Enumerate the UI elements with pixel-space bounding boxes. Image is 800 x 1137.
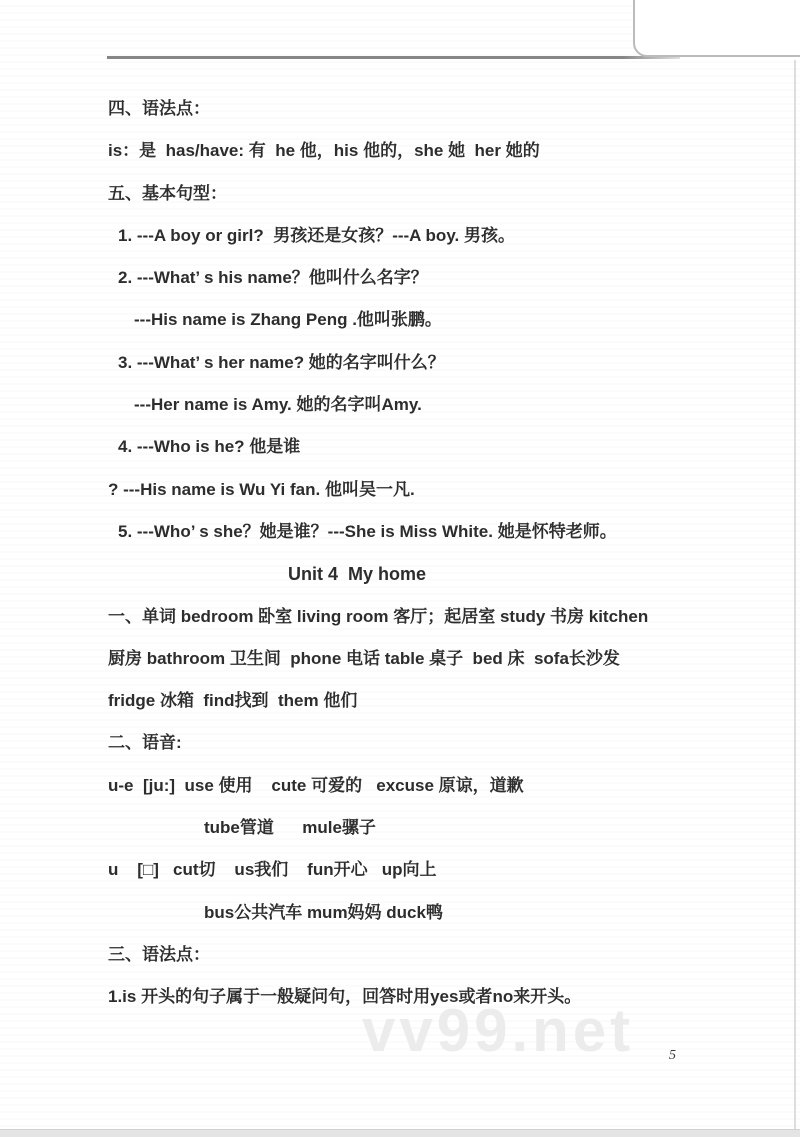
- phonics-ue-examples: tube管道 mule骡子: [204, 818, 376, 838]
- phonics-u-line: u [□] cut切 us我们 fun开心 up向上: [108, 860, 437, 880]
- phonics-u-examples: bus公共汽车 mum妈妈 duck鸭: [204, 902, 443, 922]
- section-heading-phonics: 二、语音:: [108, 733, 182, 753]
- vocab-line-3: fridge 冰箱 find找到 them 他们: [108, 691, 358, 711]
- sentence-2-answer: ---His name is Zhang Peng .他叫张鹏。: [134, 310, 442, 330]
- phonics-ue-line: u-e [ju:] use 使用 cute 可爱的 excuse 原谅，道歉: [108, 775, 524, 795]
- sentence-2-question: 2. ---What’ s his name？他叫什么名字？: [118, 268, 428, 288]
- section-heading-grammar-3: 三、语法点：: [108, 944, 210, 964]
- grammar-note-1: 1.is 开头的句子属于一般疑问句，回答时用yes或者no来开头。: [108, 987, 582, 1007]
- watermark: vv99.net: [362, 997, 635, 1064]
- top-right-overlay-card: [633, 0, 800, 57]
- vocab-line-1: 一、单词 bedroom 卧室 living room 客厅；起居室 study 书房 kitchen: [108, 606, 649, 626]
- sentence-3-answer: ---Her name is Amy. 她的名字叫Amy.: [134, 395, 422, 415]
- sentence-4-question: 4. ---Who is he? 他是谁: [118, 437, 301, 457]
- grammar-words-line: is：是 has/have: 有 he 他，his 他的，she 她 her 她的: [108, 141, 540, 161]
- page-number: 5: [669, 1048, 676, 1063]
- sentence-5: 5. ---Who’ s she？她是谁？---She is Miss White. 她是怀特老师。: [118, 521, 617, 541]
- document-body: [0, 98, 800, 1029]
- vocab-line-2: 厨房 bathroom 卫生间 phone 电话 table 桌子 bed 床 sofa长沙发: [108, 648, 620, 668]
- unit-title: Unit 4 My home: [287, 564, 426, 585]
- sentence-1: 1. ---A boy or girl? 男孩还是女孩？---A boy. 男孩。: [118, 225, 515, 245]
- section-heading-patterns-5: 五、基本句型：: [108, 183, 227, 203]
- sentence-3-question: 3. ---What’ s her name? 她的名字叫什么？: [118, 352, 445, 372]
- sentence-4-answer: ? ---His name is Wu Yi fan. 他叫吴一凡.: [108, 479, 415, 499]
- bottom-bar: [0, 1129, 800, 1137]
- section-heading-grammar-4: 四、语法点：: [108, 99, 210, 118]
- header-divider-rule: [107, 56, 680, 59]
